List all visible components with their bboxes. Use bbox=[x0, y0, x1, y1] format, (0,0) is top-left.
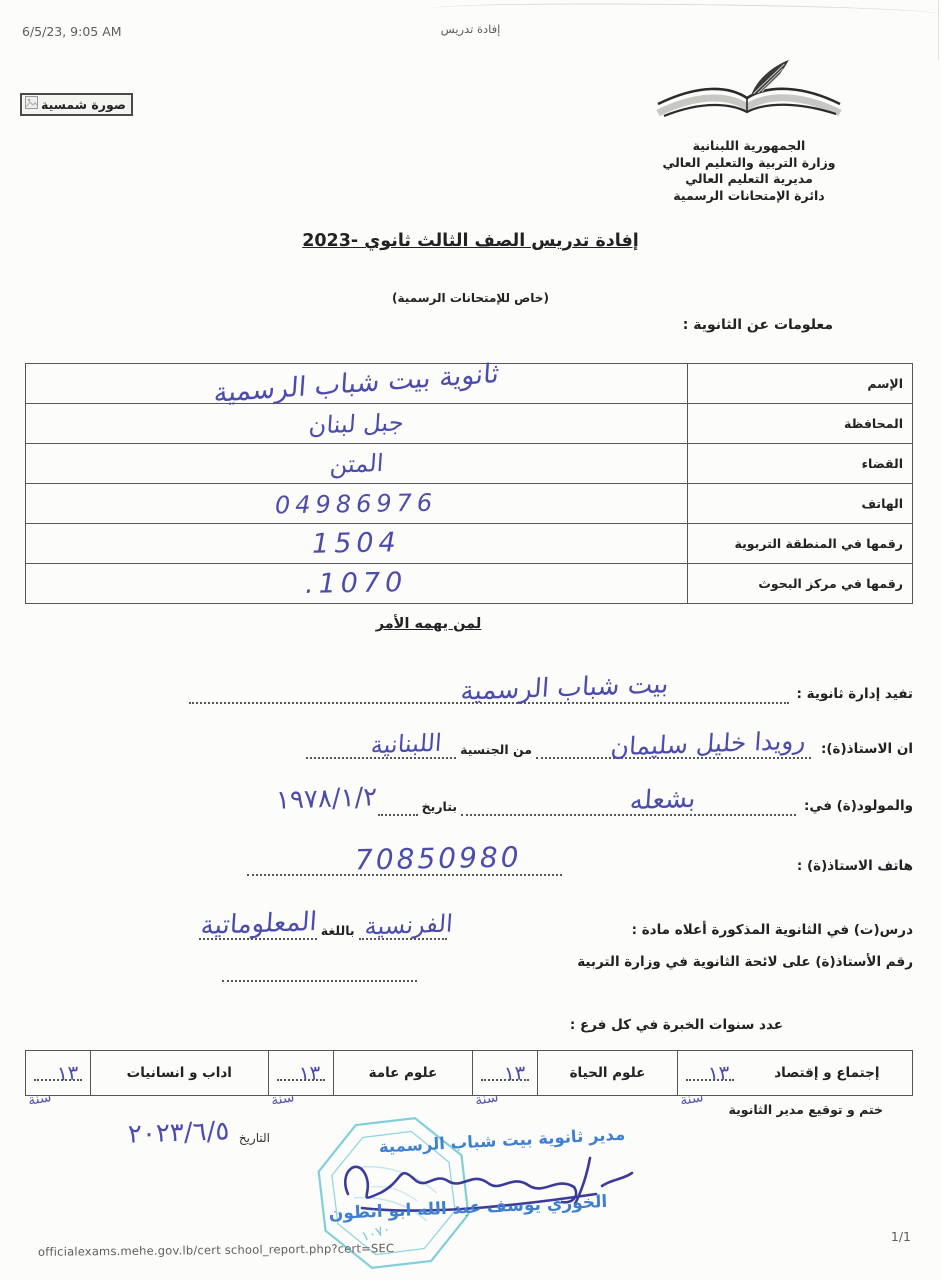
handwritten-district: المتن bbox=[328, 448, 385, 479]
letterhead-line-department: دائرة الإمتحانات الرسمية bbox=[673, 187, 825, 203]
label-born-in: والمولود(ة) في: bbox=[804, 798, 913, 814]
handwritten-years-general: ١٣ bbox=[298, 1060, 322, 1086]
table-row bbox=[26, 443, 912, 483]
experience-value-cell bbox=[677, 1051, 742, 1109]
table-row bbox=[26, 403, 912, 443]
form-line-teacher-name bbox=[25, 715, 913, 762]
handwritten-unit: سنة bbox=[269, 1089, 296, 1109]
branch-label-humanities: اداب و انسانيات bbox=[90, 1051, 268, 1095]
branch-label-general-sciences: علوم عامة bbox=[333, 1051, 473, 1095]
handwritten-school-name-2: بيت شباب الرسمية bbox=[459, 669, 670, 707]
director-title-stamp: مدير ثانوية بيت شباب الرسمية bbox=[378, 1124, 626, 1157]
date-line bbox=[35, 1118, 270, 1148]
photo-placeholder-box bbox=[20, 93, 133, 116]
experience-heading: عدد سنوات الخبرة في كل فرع : bbox=[569, 1017, 783, 1033]
row-label-phone: الهاتف bbox=[687, 484, 912, 523]
dotted-blank bbox=[461, 783, 796, 817]
letterhead-line-directorate: مديرية التعليم العالي bbox=[685, 171, 813, 186]
handwritten-birthplace: بشعله bbox=[629, 783, 698, 817]
dotted-blank bbox=[536, 725, 811, 762]
label-on-date: بتاريخ bbox=[421, 799, 458, 814]
seal-signature-label: ختم و توقيع مدير الثانوية bbox=[728, 1102, 883, 1117]
page-number: 1/1 bbox=[890, 1229, 911, 1244]
dotted-blank bbox=[359, 909, 454, 941]
handwritten-teacher-name: رويدا خليل سليمان bbox=[610, 725, 808, 762]
table-row bbox=[26, 563, 912, 603]
handwritten-language: الفرنسية bbox=[363, 909, 454, 941]
letterhead-line-republic: الجمهورية اللبنانية bbox=[692, 138, 806, 153]
handwritten-governorate: جبل لبنان bbox=[308, 407, 405, 440]
school-info-heading: معلومات عن الثانوية : bbox=[682, 317, 833, 333]
form-line-subject bbox=[25, 888, 913, 940]
handwritten-research-center-number: 1070. bbox=[305, 567, 408, 600]
handwritten-nationality: اللبنانية bbox=[369, 728, 443, 760]
experience-value-cell bbox=[26, 1051, 90, 1109]
dotted-blank bbox=[247, 840, 562, 877]
handwritten-birthdate: ١٩٧٨/١/٢ bbox=[275, 782, 379, 816]
label-taught-subject: درس(ت) في الثانوية المذكورة أعلاه مادة : bbox=[631, 922, 913, 938]
handwritten-years-humanities: ١٣ bbox=[55, 1060, 79, 1086]
branch-label-socio-economics: إجتماع و إقتصاد bbox=[774, 1065, 880, 1081]
handwritten-years-life: ١٣ bbox=[502, 1060, 526, 1086]
footer-url: officialexams.mehe.gov.lb/cert school_report.php?cert=SEC bbox=[37, 1241, 395, 1259]
label-certifies-administration: تفيد إدارة ثانوية : bbox=[796, 686, 913, 702]
handwritten-date: ٢٠٢٣/٦/٥ bbox=[127, 1116, 230, 1150]
scan-artifact-line bbox=[430, 1, 940, 21]
document-subtitle: (خاص للإمتحانات الرسمية) bbox=[392, 291, 549, 305]
school-info-table bbox=[25, 358, 913, 604]
stamp-number: ١٠٧٠ bbox=[359, 1221, 393, 1246]
form-line-teacher-list-number bbox=[25, 948, 913, 972]
print-timestamp: 6/5/23, 9:05 AM bbox=[22, 24, 122, 39]
handwritten-unit: سنة bbox=[678, 1089, 705, 1109]
label-teacher-phone: هاتف الاستاذ(ة) : bbox=[796, 858, 913, 874]
table-row bbox=[26, 358, 912, 409]
table-row bbox=[26, 523, 912, 563]
form-line-teacher-phone bbox=[25, 828, 913, 876]
handwritten-school-name: ثانوية بيت شباب الرسمية bbox=[212, 358, 501, 409]
concern-heading: لمن يهمه الأمر bbox=[375, 616, 482, 632]
label-nationality: من الجنسية bbox=[460, 742, 532, 757]
row-label-district: القضاء bbox=[687, 444, 912, 483]
row-label-name: الإسم bbox=[687, 364, 912, 403]
handwritten-years-socio: ١٣ bbox=[707, 1060, 731, 1086]
handwritten-unit: سنة bbox=[473, 1089, 500, 1109]
row-label-governorate: المحافظة bbox=[687, 404, 912, 443]
experience-table bbox=[25, 1050, 913, 1109]
label-that-teacher: ان الاستاذ(ة): bbox=[820, 741, 913, 757]
dotted-blank bbox=[199, 906, 319, 942]
date-label: التاريخ bbox=[238, 1131, 270, 1145]
label-in-language: باللغة bbox=[320, 923, 355, 938]
form-line-birth bbox=[25, 772, 913, 816]
handwritten-unit: سنة bbox=[26, 1089, 53, 1109]
document-title: إفادة تدريس الصف الثالث ثانوي -2023 bbox=[302, 231, 639, 251]
handwritten-subject: المعلوماتية bbox=[199, 906, 319, 942]
handwritten-teacher-phone: 70850980 bbox=[355, 840, 523, 877]
branch-label-life-sciences: علوم الحياة bbox=[537, 1051, 677, 1095]
letterhead-line-ministry: وزارة التربية والتعليم العالي bbox=[662, 154, 836, 170]
broken-image-icon bbox=[25, 96, 38, 112]
row-label-research-center-number: رقمها في مركز البحوث bbox=[687, 564, 912, 603]
label-teacher-list-number: رقم الأستاذ(ة) على لائحة الثانوية في وزارة التربية bbox=[577, 954, 913, 970]
dotted-blank bbox=[306, 728, 456, 760]
handwritten-school-phone: 04986976 bbox=[275, 488, 438, 519]
ministry-letterhead bbox=[609, 60, 889, 204]
dotted-blank bbox=[189, 669, 789, 707]
print-doc-title: إفادة تدريس bbox=[440, 22, 501, 36]
experience-value-cell bbox=[472, 1051, 537, 1109]
dotted-blank bbox=[378, 792, 418, 816]
photo-placeholder-label: صورة شمسية bbox=[41, 96, 126, 112]
ministry-logo-icon bbox=[644, 60, 854, 134]
form-line-school bbox=[25, 660, 913, 707]
experience-value-cell bbox=[268, 1051, 333, 1109]
handwritten-edu-district-number: 1504 bbox=[311, 527, 402, 560]
dotted-blank-empty bbox=[222, 976, 417, 982]
table-row bbox=[26, 483, 912, 523]
row-label-edu-district-number: رقمها في المنطقة التربوية bbox=[687, 524, 912, 563]
director-name-stamp: الخوري يوسف عبد الله ابو انطون bbox=[328, 1191, 608, 1225]
